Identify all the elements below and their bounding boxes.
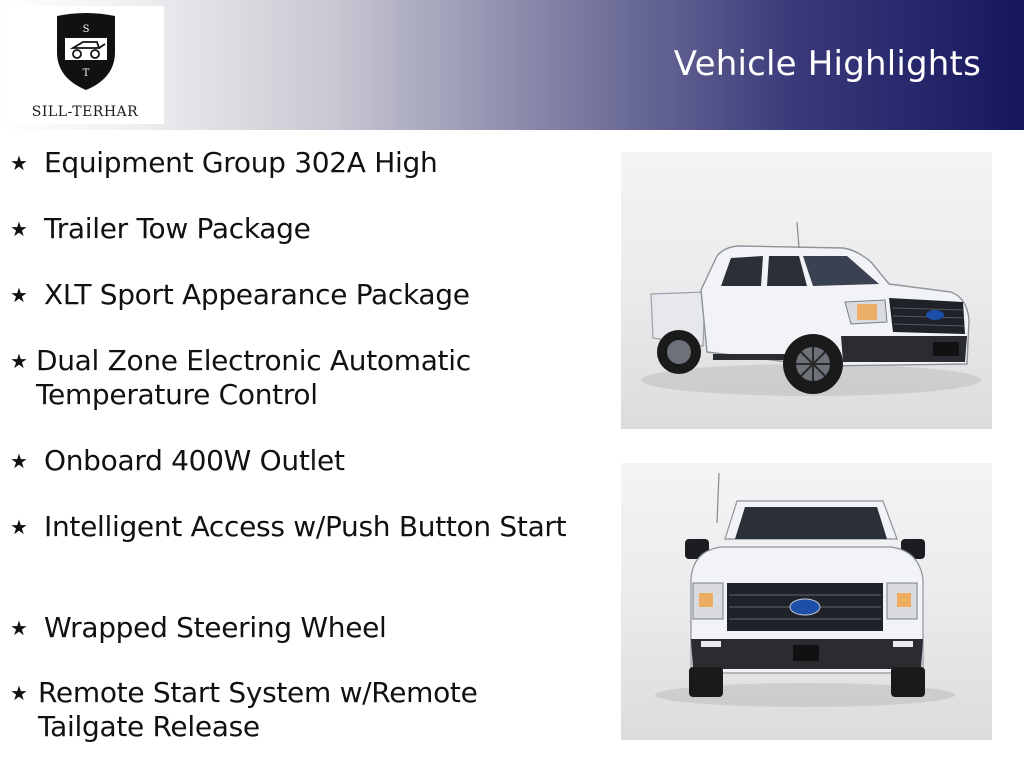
highlight-label: Onboard 400W Outlet: [44, 444, 345, 477]
list-item: [10, 278, 590, 312]
header-banner: [0, 0, 1024, 130]
star-icon: ★: [10, 283, 28, 307]
star-icon: ★: [10, 515, 28, 539]
list-item: [10, 676, 590, 744]
truck-front-illustration: [621, 463, 992, 740]
list-item: [10, 146, 590, 180]
svg-text:T: T: [82, 68, 90, 79]
carriage-shield-logo: [53, 12, 119, 92]
highlight-label: XLT Sport Appearance Package: [44, 278, 470, 311]
highlight-label: Wrapped Steering Wheel: [44, 611, 387, 644]
page-title: Vehicle Highlights: [673, 44, 981, 84]
star-icon: ★: [10, 217, 28, 241]
highlight-label: Dual Zone Electronic Automatic Temperature Control: [35, 344, 471, 411]
highlight-label: Remote Start System w/Remote Tailgate Release: [38, 676, 478, 743]
star-icon: ★: [10, 151, 28, 175]
star-icon: ★: [10, 449, 28, 473]
truck-side-illustration: [621, 152, 992, 429]
svg-text:S: S: [82, 24, 90, 35]
highlight-label: Trailer Tow Package: [44, 212, 311, 245]
star-icon: ★: [10, 681, 28, 705]
highlight-label: Intelligent Access w/Push Button Start: [44, 510, 567, 543]
star-icon: ★: [10, 349, 28, 373]
star-icon: ★: [10, 616, 28, 640]
list-item: [10, 510, 590, 544]
truck-side-photo: [621, 152, 992, 429]
list-item: [10, 444, 590, 478]
list-item: [10, 344, 590, 412]
truck-front-photo: [621, 463, 992, 740]
list-item: [10, 212, 590, 246]
highlight-label: Equipment Group 302A High: [44, 146, 438, 179]
list-item: [10, 611, 590, 645]
dealer-logo: [6, 6, 164, 124]
logo-wordmark: SILL-TERHAR: [31, 104, 139, 120]
